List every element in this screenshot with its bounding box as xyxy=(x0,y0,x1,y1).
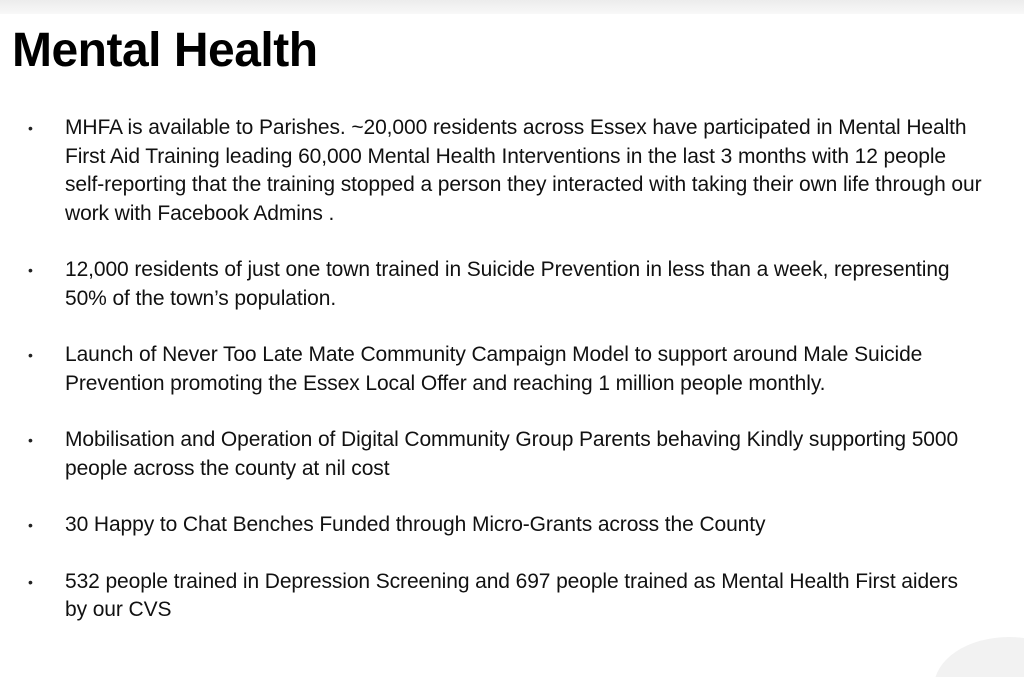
bullet-item-campaign xyxy=(24,341,984,398)
bullet-dot-icon: • xyxy=(28,432,33,448)
bullet-text: Mobilisation and Operation of Digital Community Group Parents behaving Kindly supporting 5000 people across the county at nil cost xyxy=(65,428,959,480)
bullet-item-digital-group xyxy=(24,426,984,483)
bullet-text: 532 people trained in Depression Screening and 697 people trained as Mental Health First aiders by our CVS xyxy=(65,569,958,621)
bullet-text: 30 Happy to Chat Benches Funded through Micro-Grants across the County xyxy=(65,513,766,536)
bullet-list xyxy=(24,114,984,653)
bullet-text: MHFA is available to Parishes. ~20,000 residents across Essex have participated in Mental Health First Aid Training leading 60,000 Mental Health Interventions in the last 3 months with 12 people self-reporting that the training stopped a person they interacted with taking their own life through our work with Facebook Admins . xyxy=(65,116,982,225)
bullet-dot-icon: • xyxy=(28,347,33,363)
bullet-dot-icon: • xyxy=(28,573,33,590)
bullet-item-mhfa xyxy=(24,114,984,228)
bullet-dot-icon: • xyxy=(28,262,33,278)
bullet-dot-icon: • xyxy=(28,517,33,533)
bullet-item-benches xyxy=(24,511,984,540)
bullet-item-training xyxy=(24,568,984,625)
bullet-text: Launch of Never Too Late Mate Community Campaign Model to support around Male Suicide Prevention promoting the Essex Local Offer and reaching 1 million people monthly. xyxy=(65,343,923,395)
top-shadow-strip xyxy=(0,0,1024,14)
bullet-item-suicide-prevention xyxy=(24,256,984,313)
bullet-dot-icon: • xyxy=(28,120,33,136)
bullet-text: 12,000 residents of just one town trained in Suicide Prevention in less than a week, representing 50% of the town’s population. xyxy=(65,258,950,310)
slide-title: Mental Health xyxy=(12,24,318,77)
